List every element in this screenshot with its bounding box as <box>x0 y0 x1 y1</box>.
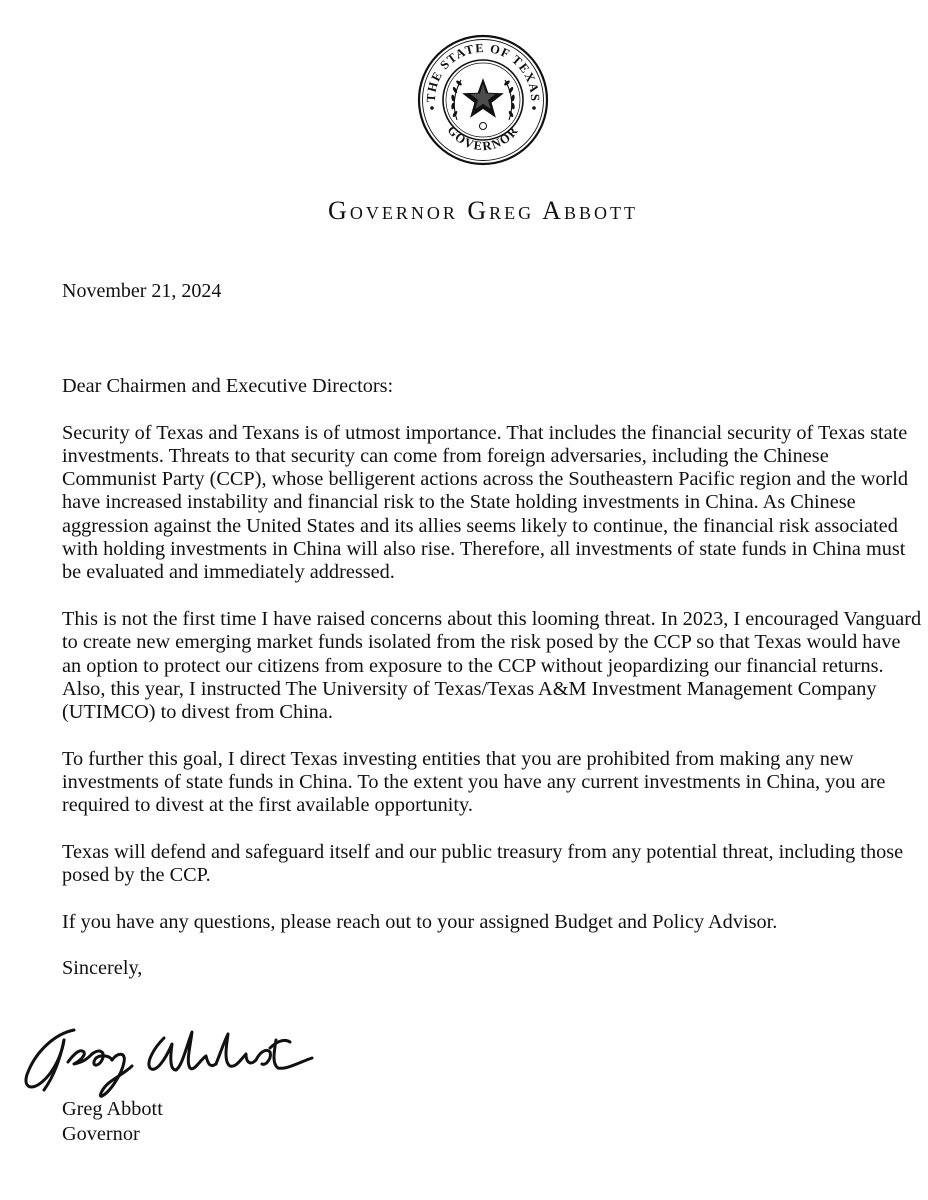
salutation: Dear Chairmen and Executive Directors: <box>62 375 394 397</box>
seal-ring-text-bottom: GOVERNOR <box>444 123 522 154</box>
signer-title: Governor <box>62 1123 140 1145</box>
paragraph-1: Security of Texas and Texans is of utmost importance. That includes the financial security of Texas state investments. Threats to that security can come from foreign adversaries, including the Chinese Communist Party (CCP), whose belligerent actions across the Southeastern Pacific region and the world have increased instability and financial risk to the State holding investments in China. As Chinese aggression against the United States and its allies seems likely to continue, the financial risk associated with holding investments in China will also rise. Therefore, all investments of state funds in China must be evaluated and immediately addressed. <box>62 421 909 584</box>
seal-ring-text-top: THE STATE OF TEXAS <box>423 40 543 103</box>
signer-name: Greg Abbott <box>62 1098 163 1120</box>
paragraph-2: This is not the first time I have raised concerns about this looming threat. In 2023, I encouraged Vanguard to create new emerging market funds isolated from the risk posed by the CCP so that Texas would have an option to protect our citizens from exposure to the CCP without jeopardizing our financial returns. Also, this year, I instructed The University of Texas/Texas A&M Investment Management Company (UTIMCO) to divest from China. <box>62 607 922 724</box>
signer-block <box>62 1097 163 1147</box>
letterhead-title: Governor Greg Abbott <box>328 196 638 225</box>
closing: Sincerely, <box>62 957 143 980</box>
letter-date: November 21, 2024 <box>62 280 222 302</box>
texas-governor-seal-icon <box>417 34 549 166</box>
paragraph-3: To further this goal, I direct Texas investing entities that you are prohibited from making any new investments of state funds in China. To the extent you have any current investments in China, you are required to divest at the first available opportunity. <box>62 747 886 817</box>
paragraph-5: If you have any questions, please reach out to your assigned Budget and Policy Advisor. <box>62 910 778 933</box>
handwritten-signature-icon <box>14 1018 314 1098</box>
svg-text:GOVERNOR <box>445 123 522 153</box>
paragraph-4: Texas will defend and safeguard itself and our public treasury from any potential threat, including those posed by the CCP. <box>62 840 904 887</box>
letter-body <box>62 375 922 981</box>
